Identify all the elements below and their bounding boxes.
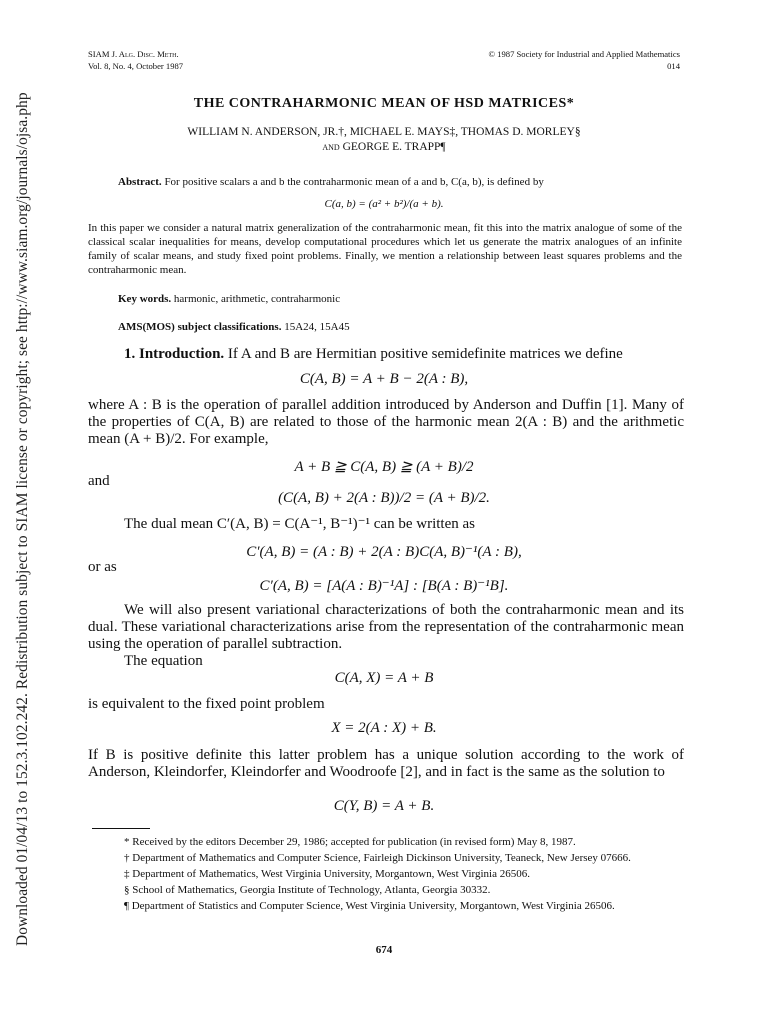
footnote-received: * Received by the editors December 29, 1986; accepted for publication (in revised form) May 8, 1987. [124, 836, 576, 848]
copyright-text: © 1987 Society for Industrial and Applied Mathematics [488, 49, 680, 59]
authors-and: and [322, 141, 340, 153]
intro-paragraph-1 [88, 346, 684, 363]
copyright-header [489, 48, 681, 72]
ams-label: AMS(MOS) subject classifications. [118, 321, 282, 333]
abstract-intro [118, 175, 684, 189]
ams-text: 15A24, 15A45 [284, 321, 350, 333]
footnote-divider [92, 828, 150, 829]
intro-paragraph-2: where A : B is the operation of parallel addition introduced by Anderson and Duffin [1]. Many of the properties of C(A, B) are related to those of the harmonic mean 2(A : B) and the arithmetic mean (A + B)/2. For example, [88, 397, 684, 447]
paper-title: THE CONTRAHARMONIC MEAN OF HSD MATRICES* [193, 96, 575, 111]
page-number: 674 [375, 944, 393, 956]
author-list [0, 125, 768, 155]
equation-5: C′(A, B) = [A(A : B)⁻¹A] : [B(A : B)⁻¹B]. [259, 578, 509, 594]
journal-volume: Vol. 8, No. 4, October 1987 [88, 61, 184, 71]
footnote-mays: ‡ Department of Mathematics, West Virginia University, Morgantown, West Virginia 26506. [124, 868, 530, 880]
intro-paragraph-7: If B is positive definite this latter problem has a unique solution according to the work of Anderson, Kleindorfer, Kleindorfer and Woodroofe [2], and in fact is the same as the solution to [88, 747, 684, 780]
equation-1: C(A, B) = A + B − 2(A : B), [299, 371, 469, 387]
ams-classification [118, 320, 712, 334]
equation-8: C(Y, B) = A + B. [333, 798, 435, 814]
keywords-text: harmonic, arithmetic, contraharmonic [173, 293, 341, 305]
intro-paragraph-4: We will also present variational characterizations of both the contraharmonic mean and its dual. These variational characterizations arise from the representation of the contraharmonic mean using the operation of parallel subtraction. [88, 602, 684, 652]
authors-line-2 [0, 140, 768, 155]
footnotes [88, 835, 684, 915]
abstract-body: In this paper we consider a natural matrix generalization of the contraharmonic mean, fit this into the matrix analogue of some of the classical scalar inequalities for means, develop computational procedures which let us generate the matrix analogues of an infinite family of scalar means, and study fixed point problems. Finally, we mention a relationship between least squares problems and the contraharmonic mean. [88, 222, 682, 276]
article-code: 014 [667, 61, 680, 71]
intro-paragraph-6: is equivalent to the fixed point problem [88, 696, 325, 712]
journal-header [88, 48, 183, 72]
or-as-connector: or as [88, 559, 117, 575]
keywords-label: Key words. [118, 293, 172, 305]
authors-last: GEORGE E. TRAPP¶ [342, 141, 446, 153]
footnote-trapp: ¶ Department of Statistics and Computer Science, West Virginia University, Morgantown, West Virginia 26506. [124, 900, 615, 912]
section-heading: 1. Introduction. [124, 346, 225, 362]
equation-7: X = 2(A : X) + B. [331, 720, 437, 736]
equation-2: A + B ≧ C(A, B) ≧ (A + B)/2 [294, 459, 474, 475]
abstract-intro-text: For positive scalars a and b the contraharmonic mean of a and b, C(a, b), is defined by [164, 176, 544, 188]
equation-4: C′(A, B) = (A : B) + 2(A : B)C(A, B)⁻¹(A : B), [246, 544, 522, 560]
footnote-anderson: † Department of Mathematics and Computer Science, Fairleigh Dickinson University, Teaneck, New Jersey 07666. [124, 852, 631, 864]
footnote-morley: § School of Mathematics, Georgia Institute of Technology, Atlanta, Georgia 30332. [124, 884, 491, 896]
abstract-label: Abstract. [118, 176, 162, 188]
intro-text-1: If A and B are Hermitian positive semidefinite matrices we define [227, 346, 623, 362]
download-watermark: Downloaded 01/04/13 to 152.3.102.242. Redistribution subject to SIAM license or copyright; see http://www.siam.org/journals/ojsa.php [14, 92, 31, 946]
equation-3: (C(A, B) + 2(A : B))/2 = (A + B)/2. [278, 490, 490, 506]
abstract-formula: C(a, b) = (a² + b²)/(a + b). [324, 198, 444, 210]
authors-line-1: WILLIAM N. ANDERSON, JR.†, MICHAEL E. MAYS‡, THOMAS D. MORLEY§ [187, 126, 581, 138]
intro-paragraph-5: The equation [124, 653, 203, 669]
keywords [118, 292, 712, 306]
equation-6: C(A, X) = A + B [334, 670, 434, 686]
intro-paragraph-3: The dual mean C′(A, B) = C(A⁻¹, B⁻¹)⁻¹ can be written as [124, 516, 475, 532]
and-connector: and [88, 473, 110, 489]
journal-name: SIAM J. Alg. Disc. Meth. [88, 49, 179, 59]
